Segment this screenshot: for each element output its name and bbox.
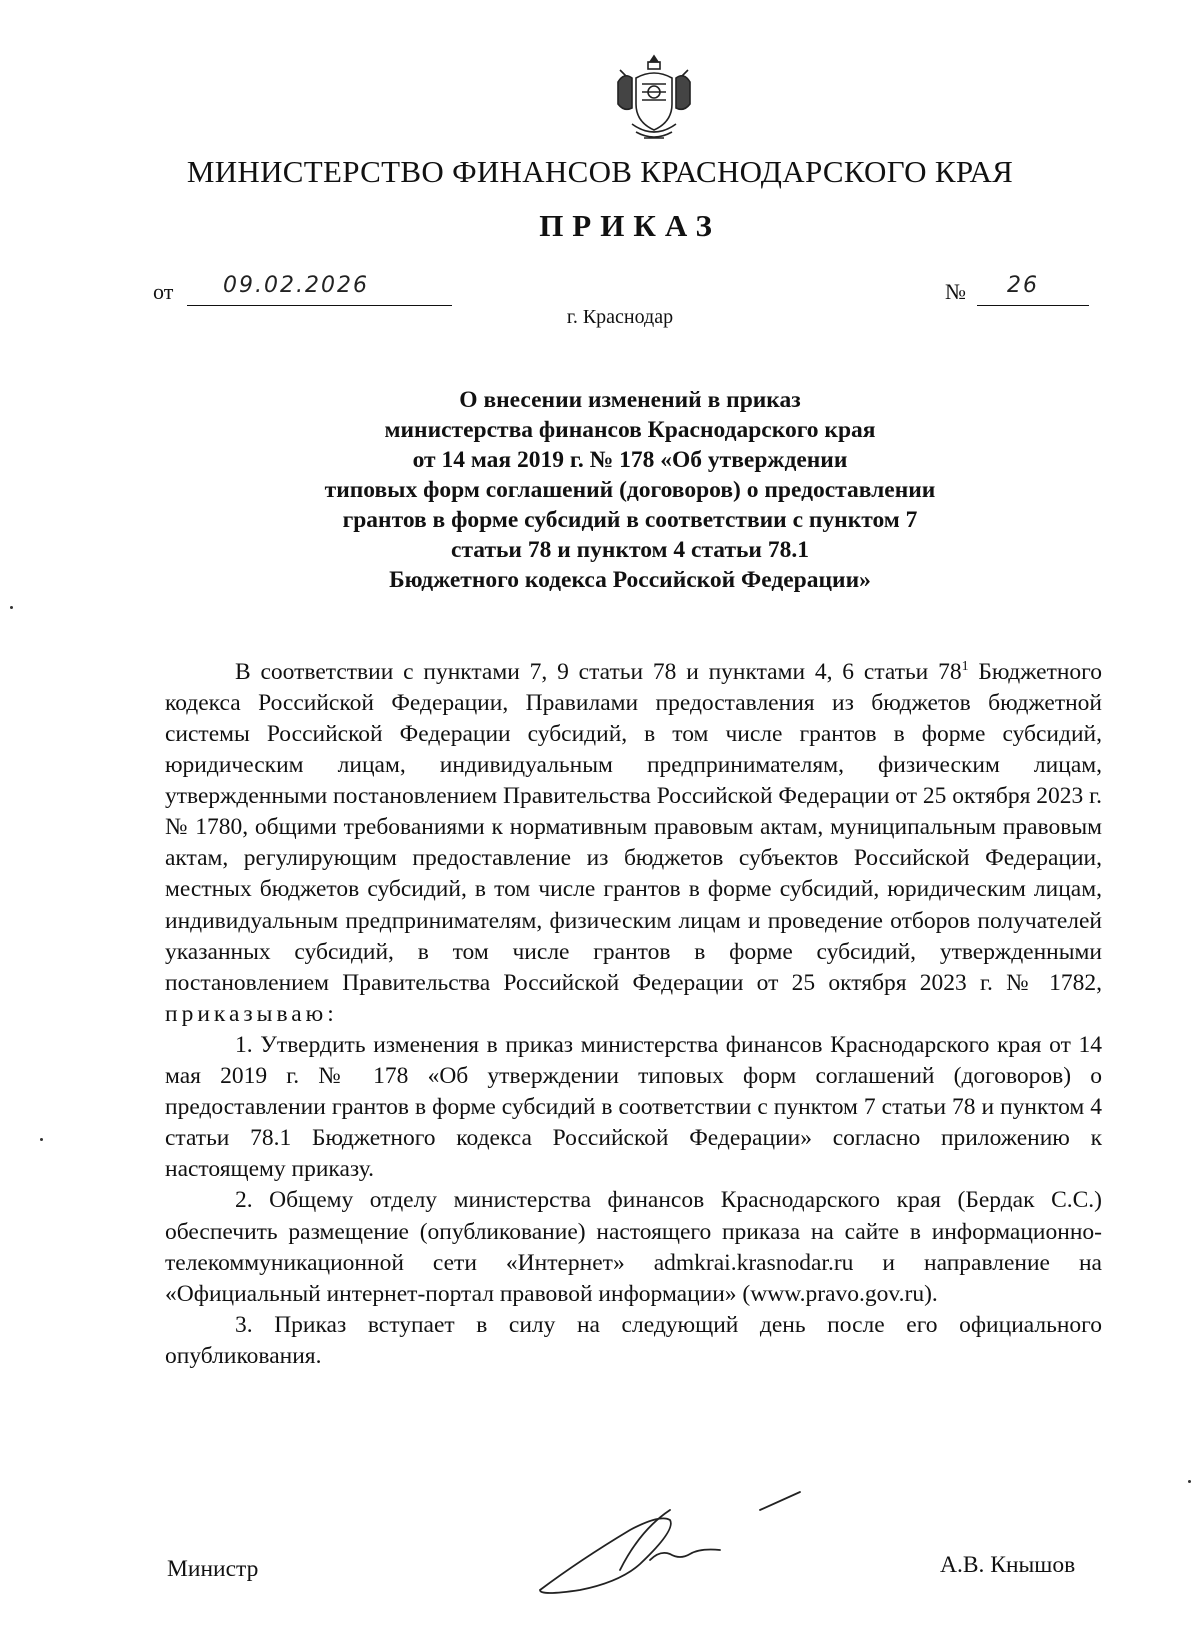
scan-speck (40, 1138, 43, 1141)
intro-text-a: В соответствии с пунктами 7, 9 статьи 78 и пунктами 4, 6 статьи 78 (235, 658, 962, 685)
heading-line: Бюджетного кодекса Российской Федерации» (389, 567, 871, 593)
scan-speck (10, 606, 13, 609)
heading-line: статьи 78 и пунктом 4 статьи 78.1 (451, 537, 809, 563)
heading-line: от 14 мая 2019 г. № 178 «Об утверждении (412, 447, 848, 473)
order-item: 1. Утвердить изменения в приказ министерства финансов Краснодарского края от 14 мая 2019 г. № 178 «Об утверждении типовых форм соглашений (договоров) о предоставлении грантов в форме субсидий в соответствии с пунктом 7 статьи 78 и пунктом 4 статьи 78.1 Бюджетного кодекса Российской Федерации» согласно приложению к настоящему приказу. (165, 1031, 1102, 1183)
handwritten-signature-icon (530, 1490, 830, 1600)
order-item: 3. Приказ вступает в силу на следующий день после его официального опубликования. (165, 1311, 1102, 1369)
order-item: 2. Общему отделу министерства финансов Краснодарского края (Бердак С.С.) обеспечить размещение (опубликование) настоящего приказа на сайте в информационно-телекоммуникационной сети «Интернет» admkrai.krasnodar.ru и направление на «Официальный интернет-портал правовой информации» (www.pravo.gov.ru). (165, 1187, 1102, 1307)
signatory-name: А.В. Кнышов (940, 1552, 1076, 1578)
intro-paragraph (165, 651, 1102, 1030)
city: г. Краснодар (566, 306, 674, 328)
heading-line: О внесении изменений в приказ (459, 387, 801, 413)
ministry-name: МИНИСТЕРСТВО ФИНАНСОВ КРАСНОДАРСКОГО КРАЯ (186, 154, 1014, 189)
number-label: № (945, 279, 966, 304)
date-label: от (153, 279, 174, 304)
article-superscript: 1 (961, 659, 969, 674)
order-word: приказываю: (165, 1000, 338, 1027)
scan-speck (1188, 1480, 1191, 1483)
signatory-role: Министр (167, 1556, 259, 1582)
document-body (165, 651, 1102, 1372)
krasnodar-coat-of-arms-icon (614, 52, 694, 144)
date-value: 09.02.2026 (223, 273, 369, 298)
heading-line: министерства финансов Краснодарского края (384, 417, 876, 443)
heading-line: типовых форм соглашений (договоров) о предоставлении (324, 477, 936, 503)
intro-text-b: Бюджетного кодекса Российской Федерации, Правилами предоставления из бюджетов бюджетной системы Российской Федерации субсидий, в том числе грантов в форме субсидий, юридическим лицам, индивидуальным предпринимателям, физическим лицам, утвержденными постановлением Правительства Российской Федерации от 25 октября 2023 г. № 1780, общими требованиями к нормативным правовым актам, муниципальным правовым актам, регулирующим предоставление из бюджетов субъектов Российской Федерации, местных бюджетов субсидий, в том числе грантов в форме субсидий, юридическим лицам, индивидуальным предпринимателям, физическим лицам и проведение отборов получателей указанных субсидий, в том числе грантов в форме субсидий, утвержденными постановлением Правительства Российской Федерации от 25 октября 2023 г. № 1782, (165, 658, 1102, 996)
document-heading (0, 385, 1200, 595)
number-value: 26 (1007, 273, 1039, 298)
document-type: ПРИКАЗ (539, 208, 721, 243)
heading-line: грантов в форме субсидий в соответствии с пунктом 7 (342, 507, 918, 533)
